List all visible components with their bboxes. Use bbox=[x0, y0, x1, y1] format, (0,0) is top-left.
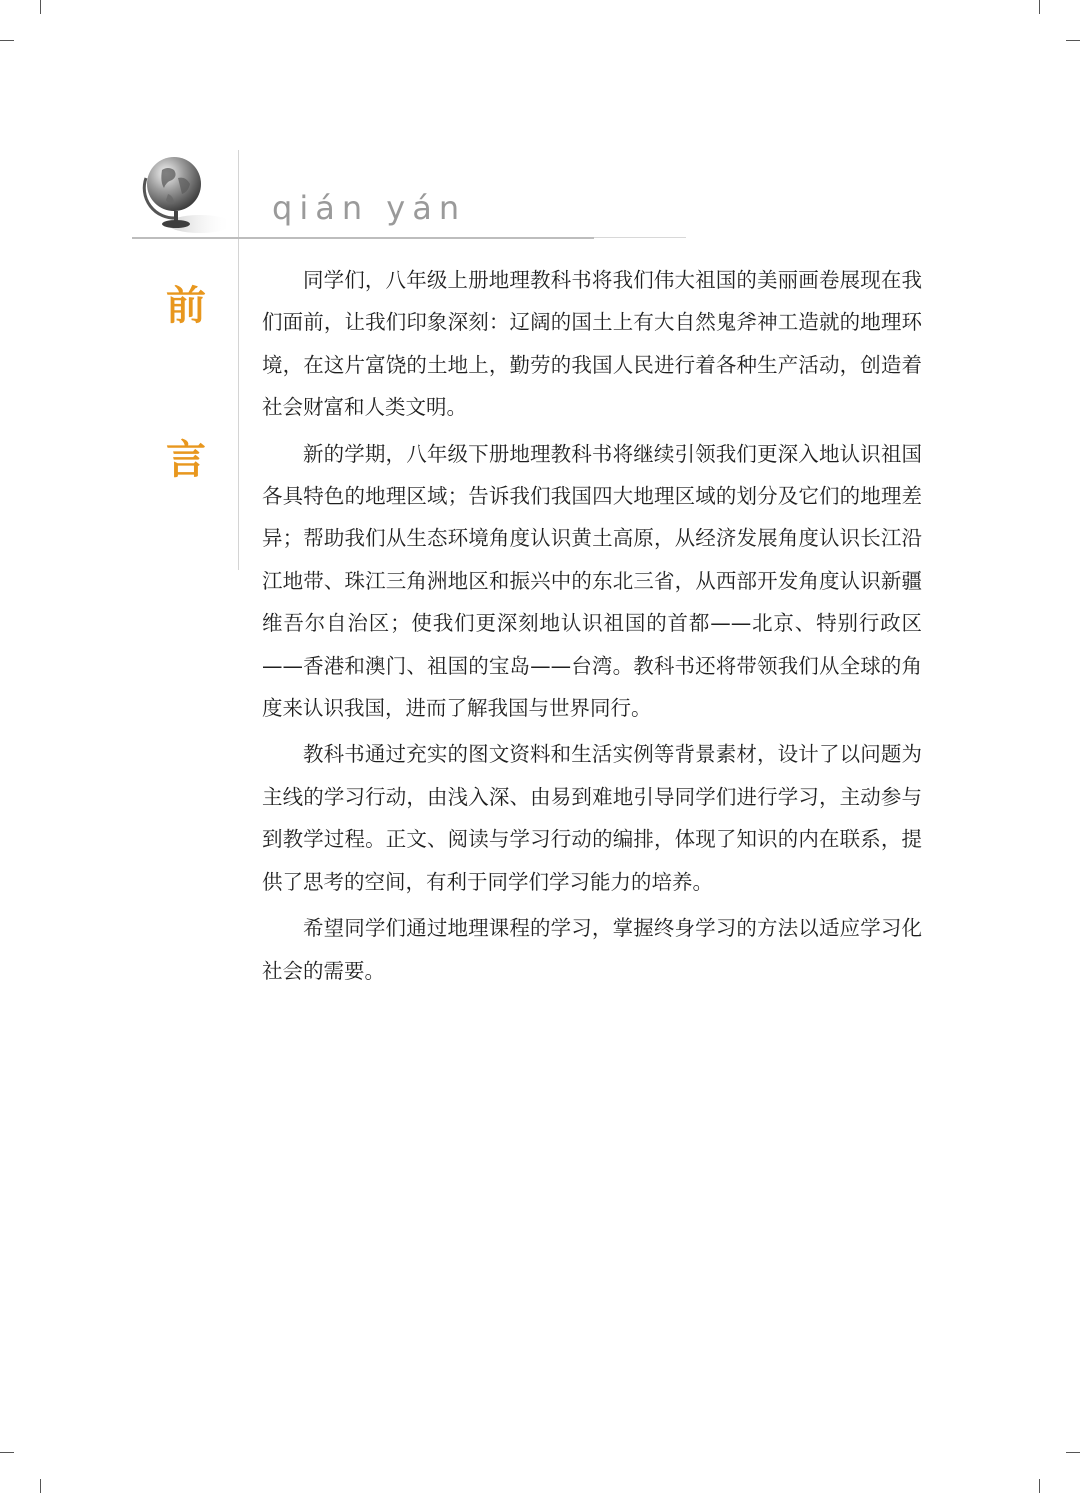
paragraph: 教科书通过充实的图文资料和生活实例等背景素材，设计了以问题为主线的学习行动，由浅入深、由易到难地引导同学们进行学习，主动参与到教学过程。正文、阅读与学习行动的编排，体现了知识的内在联系，提供了思考的空间，有利于同学们学习能力的培养。 bbox=[262, 742, 922, 894]
preface-body bbox=[262, 259, 922, 996]
crop-mark-top-right-h bbox=[1066, 40, 1080, 41]
pinyin-title: qián yán bbox=[272, 189, 467, 227]
crop-mark-top-left-v bbox=[40, 0, 41, 14]
crop-mark-top-left-h bbox=[0, 40, 14, 41]
paragraph: 同学们，八年级上册地理教科书将我们伟大祖国的美丽画卷展现在我们面前，让我们印象深刻：辽阔的国土上有大自然鬼斧神工造就的地理环境，在这片富饶的土地上，勤劳的我国人民进行着各种生产活动，创造着社会财富和人类文明。 bbox=[262, 268, 922, 420]
header-rule bbox=[132, 237, 594, 239]
header-rule-tail bbox=[594, 237, 686, 238]
crop-mark-bottom-right-v bbox=[1039, 1479, 1040, 1493]
title-char-yan: 言 bbox=[166, 437, 206, 483]
paragraph: 新的学期，八年级下册地理教科书将继续引领我们更深入地认识祖国各具特色的地理区域；告诉我们我国四大地理区域的划分及它们的地理差异；帮助我们从生态环境角度认识黄土高原，从经济发展角度认识长江沿江地带、珠江三角洲地区和振兴中的东北三省，从西部开发角度认识新疆维吾尔自治区；使我们更深刻地认识祖国的首都——北京、特别行政区——香港和澳门、祖国的宝岛——台湾。教科书还将带领我们从全球的角度来认识我国，进而了解我国与世界同行。 bbox=[262, 441, 922, 721]
title-char-qian: 前 bbox=[166, 283, 206, 329]
globe-icon bbox=[134, 148, 234, 238]
crop-mark-top-right-v bbox=[1039, 0, 1040, 14]
vertical-divider bbox=[238, 150, 239, 570]
crop-mark-bottom-right-h bbox=[1066, 1452, 1080, 1453]
crop-mark-bottom-left-v bbox=[40, 1479, 41, 1493]
paragraph: 希望同学们通过地理课程的学习，掌握终身学习的方法以适应学习化社会的需要。 bbox=[262, 916, 922, 983]
crop-mark-bottom-left-h bbox=[0, 1452, 14, 1453]
